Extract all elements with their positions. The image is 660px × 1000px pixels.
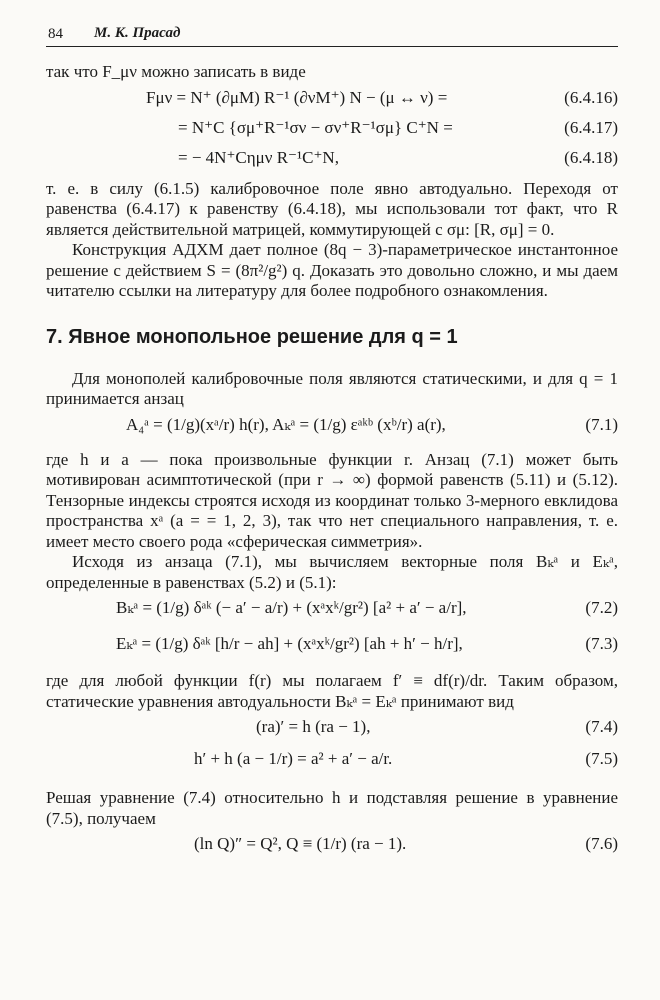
equation-number: (7.4) — [585, 717, 618, 736]
page-number: 84 — [48, 26, 63, 42]
equation-body: = N⁺C {σμ⁺R⁻¹σν − σν⁺R⁻¹σμ} C⁺N = — [178, 117, 453, 137]
para-3: Для монополей калибровочные поля являются статическими, и для q = 1 принимается анзац — [46, 368, 618, 408]
page — [46, 22, 618, 863]
equation-body: Bₖᵃ = (1/g) δᵃᵏ (− a′ − a/r) + (xᵃxᵏ/gr²) [a² + a′ − a/r], — [116, 598, 467, 617]
equation-body: Fμν = N⁺ (∂μM) R⁻¹ (∂νM⁺) N − (μ ↔ ν) = — [146, 87, 448, 107]
equation-6-4-17 — [46, 113, 618, 143]
equation-number: (7.2) — [585, 598, 618, 617]
equation-number: (7.6) — [585, 834, 618, 853]
running-head: М. К. Прасад — [94, 25, 181, 41]
equation-7-1 — [46, 410, 618, 444]
header-rule — [46, 46, 618, 47]
equation-6-4-16 — [46, 83, 618, 113]
para-1: т. е. в силу (6.1.5) калибровочное поле явно автодуально. Переходя от равенства (6.4.17) к равенству (6.4.18), мы использовали тот факт, что R является действительной матрицей, коммутирующей с σμ: [R, σμ] = 0. — [46, 178, 618, 239]
equation-7-5 — [46, 744, 618, 778]
equation-body: Eₖᵃ = (1/g) δᵃᵏ [h/r − ah] + (xᵃxᵏ/gr²) [ah + h′ − h/r], — [116, 634, 463, 653]
equation-number: (6.4.16) — [564, 87, 618, 107]
equation-7-3 — [46, 629, 618, 665]
equation-number: (7.5) — [585, 749, 618, 768]
equation-body: (ln Q)″ = Q², Q ≡ (1/r) (ra − 1). — [194, 834, 407, 853]
equation-7-2 — [46, 593, 618, 629]
equation-body: A₄ᵃ = (1/g)(xᵃ/r) h(r), Aₖᵃ = (1/g) εᵃᵏᵇ (xᵇ/r) a(r), — [126, 414, 446, 434]
para-4: где h и a — пока произвольные функции r. Анзац (7.1) может быть мотивирован асимптотической (при r → ∞) формой равенств (5.11) и (5.12). Тензорные индексы строятся исходя из координат только 3-мерного евклидова пространства xᵃ (a = = 1, 2, 3), так что нет специального направления, т. е. имеет место своего рода «сферическая симметрия». — [46, 449, 618, 551]
para-intro: так что F_μν можно записать в виде — [46, 62, 306, 81]
para-6: где для любой функции f(r) мы полагаем f′ ≡ df(r)/dr. Таким образом, статические уравнения автодуальности Bₖᵃ = Eₖᵃ принимают вид — [46, 671, 618, 711]
section-heading: 7. Явное монопольное решение для q = 1 — [46, 325, 458, 348]
equation-number: (6.4.18) — [564, 147, 618, 167]
equation-body: = − 4N⁺Cημν R⁻¹C⁺N, — [178, 147, 339, 167]
page-header — [46, 22, 618, 48]
para-5: Исходя из анзаца (7.1), мы вычисляем векторные поля Bₖᵃ и Eₖᵃ, определенные в равенствах (5.2) и (5.1): — [46, 552, 618, 592]
equation-7-4 — [46, 712, 618, 744]
equation-7-6 — [46, 829, 618, 863]
equation-number: (6.4.17) — [564, 117, 618, 137]
para-2: Конструкция АДХМ дает полное (8q − 3)-параметрическое инстантонное решение с действием S = (8π²/g²) q. Доказать это довольно сложно, и мы даем читателю ссылки на литературу для более подробного ознакомления. — [46, 240, 618, 300]
equation-6-4-18 — [46, 143, 618, 173]
equation-body: (ra)′ = h (ra − 1), — [256, 717, 371, 736]
equation-number: (7.1) — [585, 414, 618, 434]
equation-number: (7.3) — [585, 634, 618, 653]
equation-body: h′ + h (a − 1/r) = a² + a′ − a/r. — [194, 749, 393, 768]
para-7: Решая уравнение (7.4) относительно h и подставляя решение в уравнение (7.5), получаем — [46, 788, 618, 828]
